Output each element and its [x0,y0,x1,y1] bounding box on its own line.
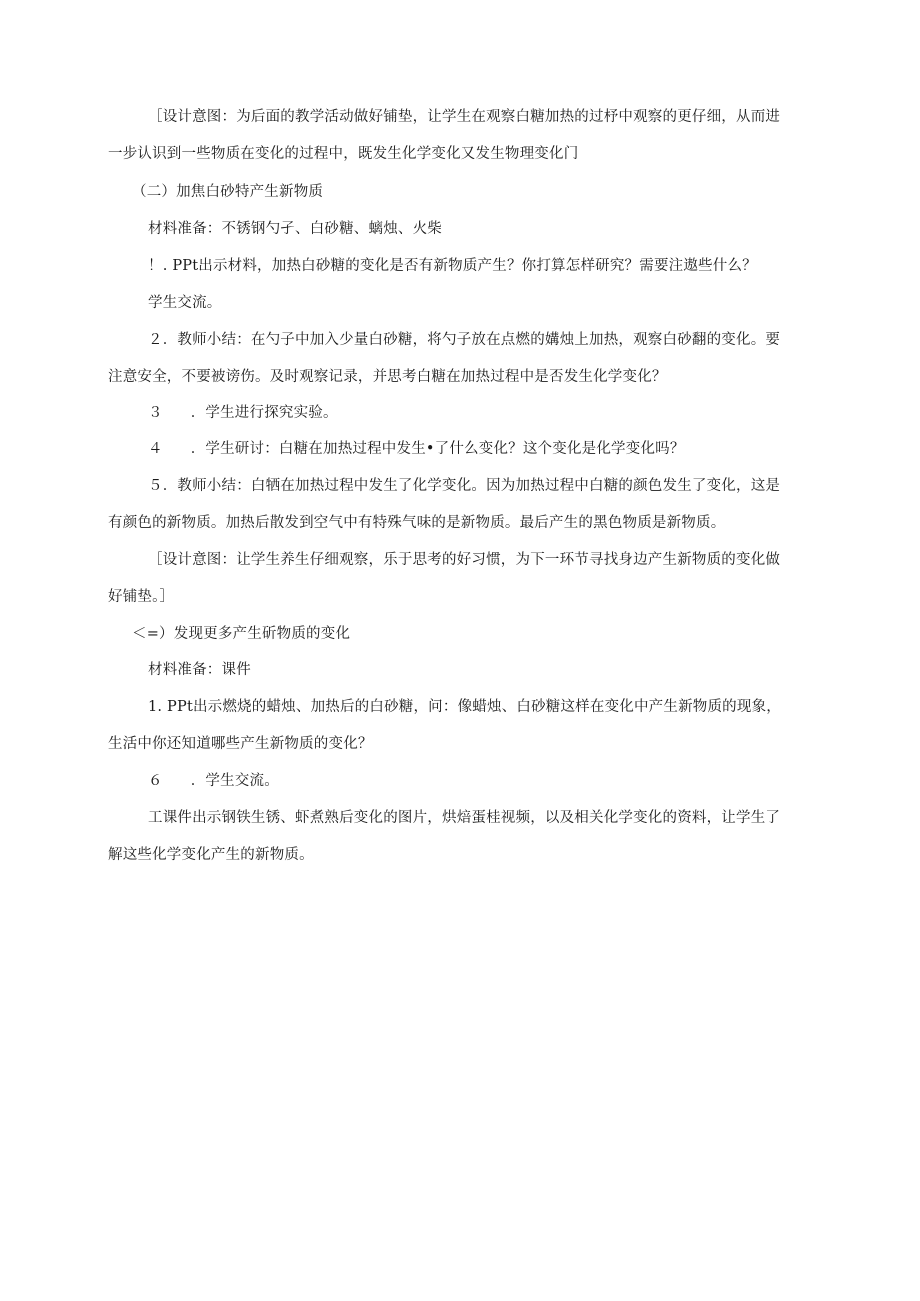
section-3-step-1-line-2: 生活中你还知道哪些产生新物质的变化？ [108,736,373,752]
section-3-step-6 [148,771,279,791]
section-2-step-2-line-2: 注意安全，不要被谤伤。及时观察记录，并思考白糖在加热过程中是否发生化学变化？ [108,369,667,385]
step-6-text: ．学生交流。 [190,773,279,789]
section-2-step-5-line-2: 有颜色的新物质。加热后散发到空气中有特殊气味的是新物质。最后产生的黑色物质是新物质。 [108,515,726,531]
section-2-heading: （二）加焦白砂特产生新物质 [132,184,324,200]
section-2-step-3 [148,403,338,423]
step-4-text: ．学生研讨：白糖在加热过程中发生•了什么变化？这个变化是化学变化吗？ [190,441,685,457]
step-3-text: ．学生进行探究实验。 [190,405,338,421]
section-3-step-7-line-2: 解这些化学变化产生的新物质。 [108,847,314,863]
step-3-number: ３ [148,405,163,421]
step-4-number: ４ [148,441,163,457]
section-3-step-1-line-1: 1. PPt出示燃烧的蜡烛、加热后的白砂糖，问：像蜡烛、白砂糖这样在变化中产生新物质的现象， [148,699,781,715]
design-intent-2-line-2: 好铺垫。］ [108,589,175,605]
section-2-step-1: ！. PPt出示材料，加热白砂糖的变化是否有新物质产生？你打算怎样研究？需要注遨些什么？ [148,258,757,274]
design-intent-1-line-1: ［设计意图：为后面的教学活动做好铺垫，让学生在观察白糖加热的过杼中观察的更仔细，从而进 [148,109,781,125]
section-3-heading: ＜=）发现更多产生斫物质的变化 [132,626,351,642]
section-3-step-7-line-1: 工课件出示钢铁生锈、虾煮熟后变化的图片，烘焙蛋桂视频，以及相关化学变化的资料，让学生了 [148,810,781,826]
section-2-step-2-line-1: ２．教师小结：在勺子中加入少量白砂糖，将勺子放在点燃的媾烛上加热，观察白砂翻的变化。要 [148,332,781,348]
section-2-step-4 [148,439,685,459]
design-intent-2-line-1: ［设计意图：让学生养生仔细观察，乐于思考的好习惯，为下一环节寻找身边产生新物质的变化做 [148,552,781,568]
student-exchange-1: 学生交流。 [148,295,222,311]
section-3-materials: 材料准备：课件 [148,662,251,678]
step-6-number: ６ [148,773,163,789]
design-intent-1-line-2: 一步认识到一些物质在变化的过程中，既发生化学变化又发生物理变化门 [108,146,579,162]
section-2-materials: 材料准备：不锈钢勺孑、白砂糖、螭烛、火柴 [148,221,442,237]
section-2-step-5-line-1: ５．教师小结：白牺在加热过程中发生了化学变化。因为加热过程中白糖的颜色发生了变化，这是 [148,478,781,494]
